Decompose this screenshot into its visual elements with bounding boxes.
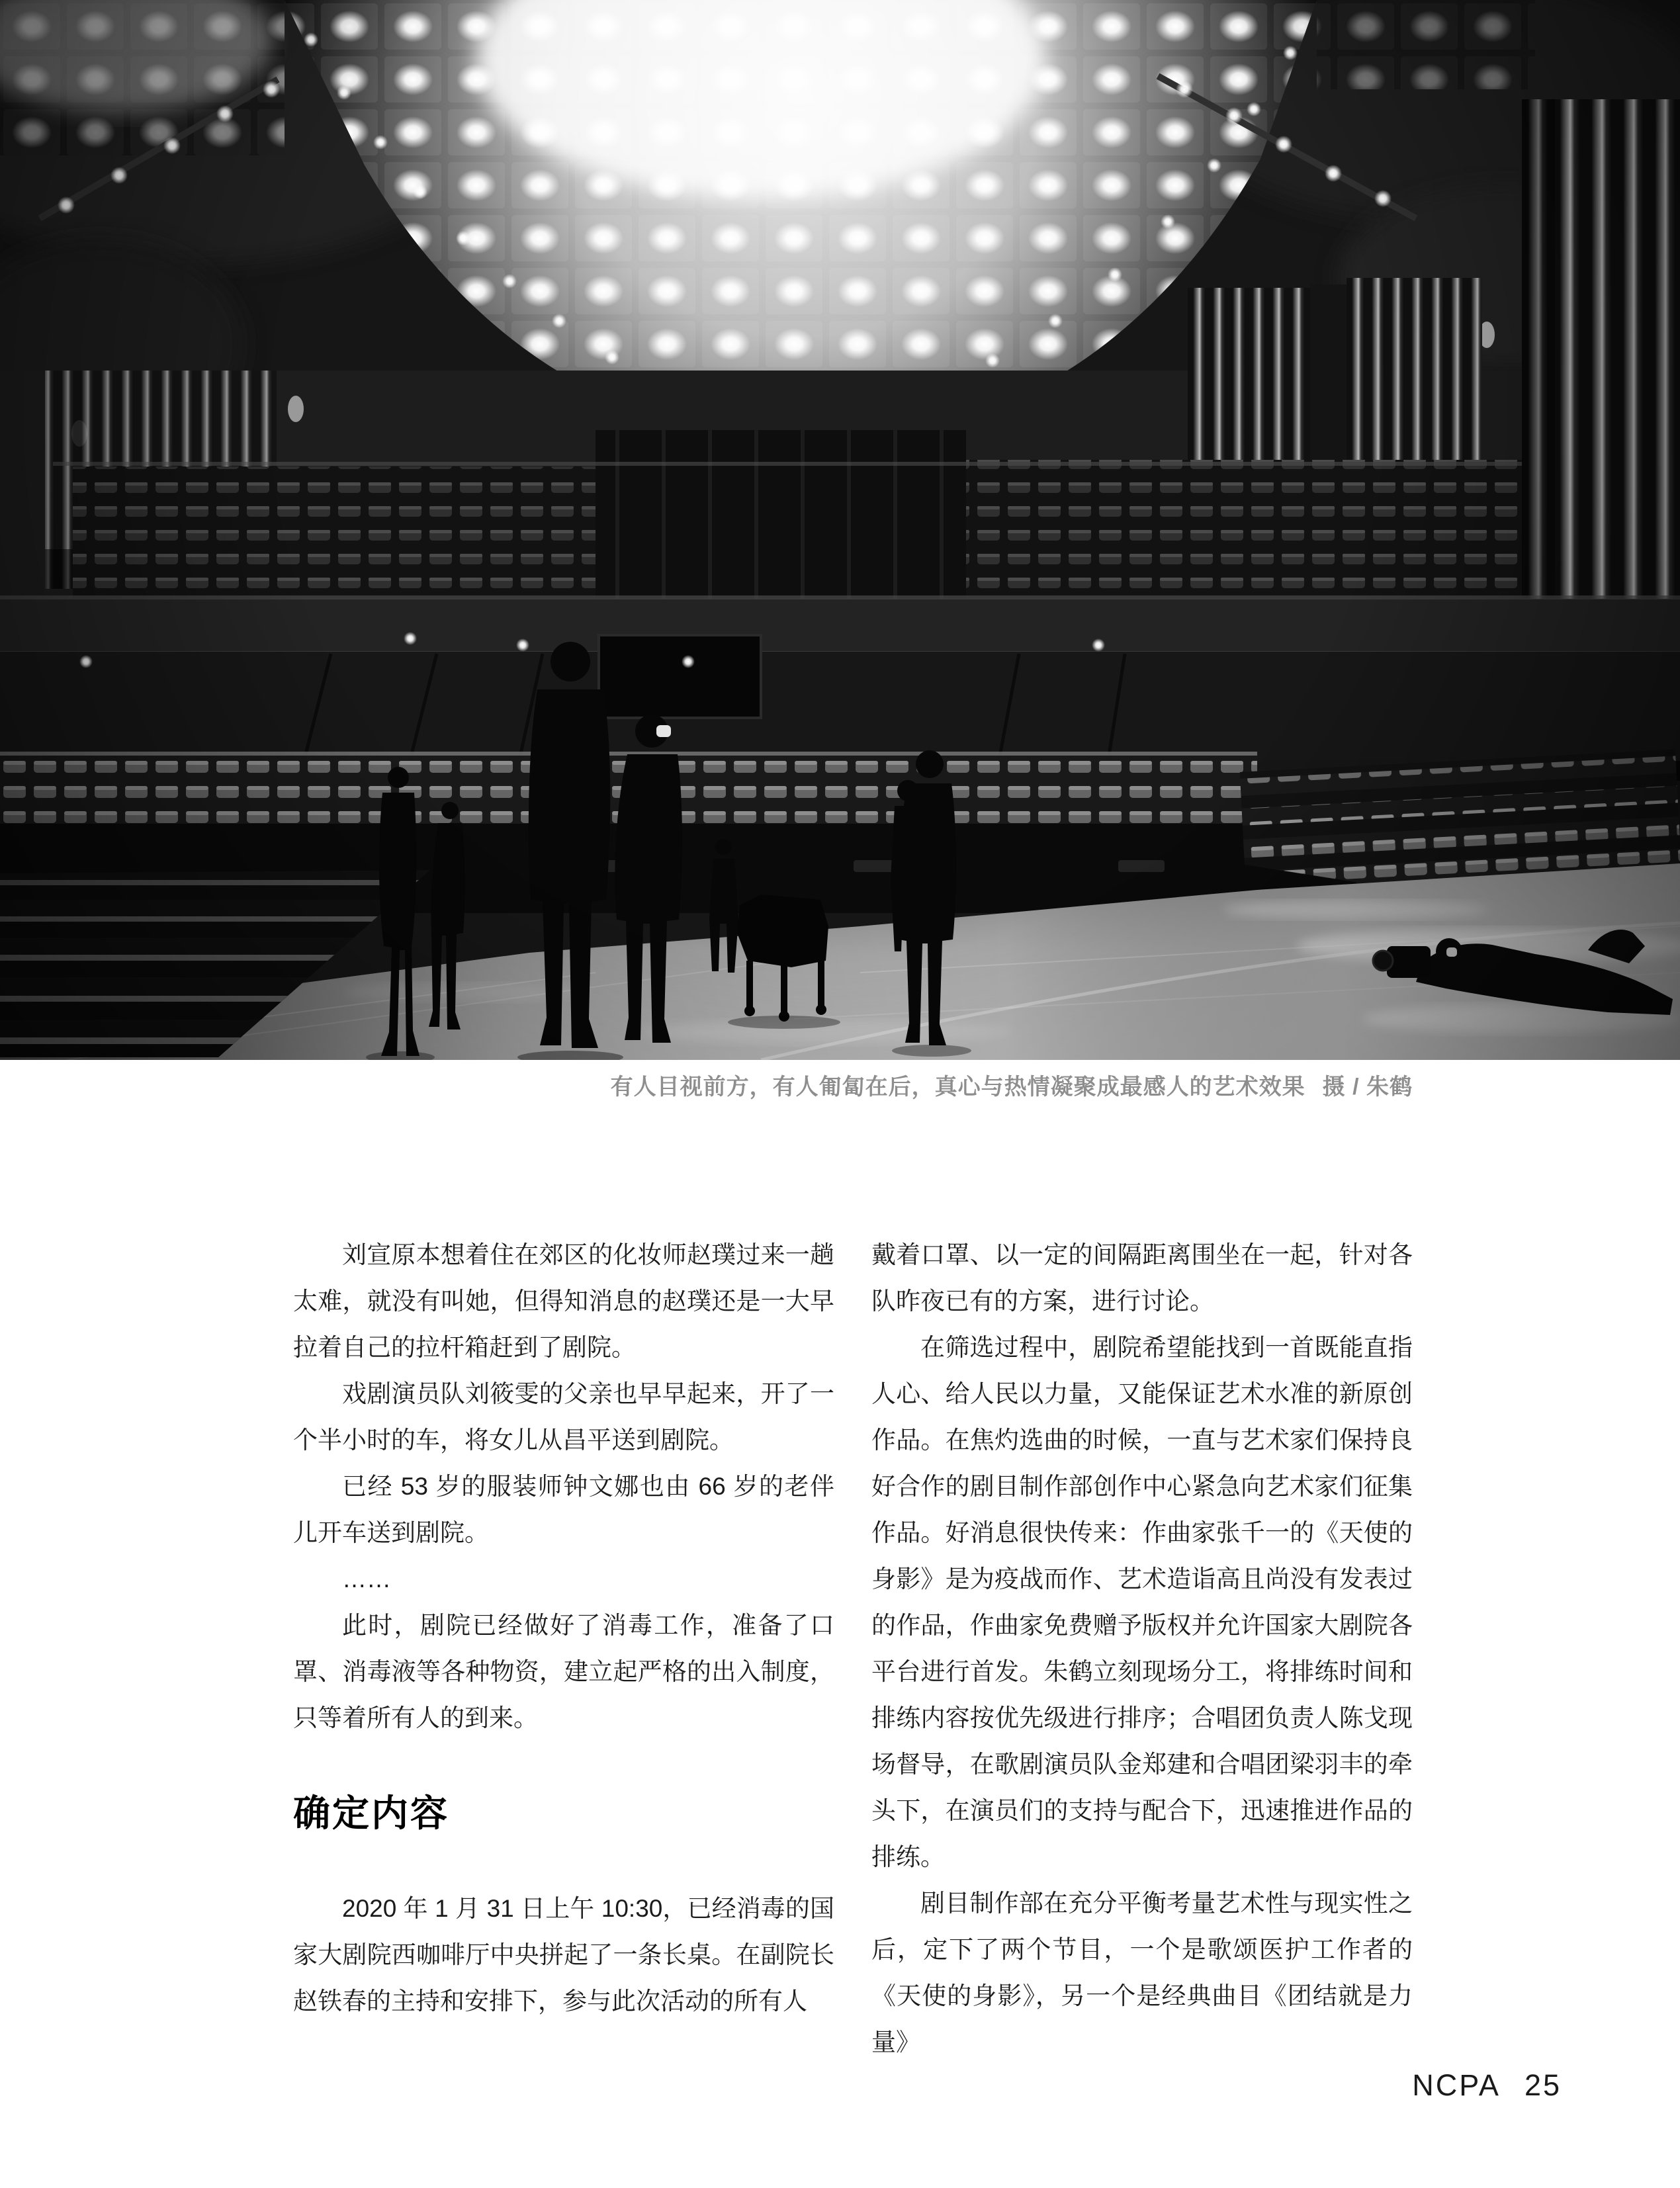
section-heading: 确定内容: [293, 1794, 449, 1835]
paragraph: 剧目制作部在充分平衡考量艺术性与现实性之后，定下了两个节目，一个是歌颂医护工作者的《天使的身影》，另一个是经典曲目《团结就是力量》: [871, 1890, 1413, 2056]
concert-hall-photo: [0, 0, 1680, 1060]
page-number: 25: [1524, 2068, 1562, 2102]
paragraph: 此时，剧院已经做好了消毒工作，准备了口罩、消毒液等各种物资，建立起严格的出入制度，只等着所有人的到来。: [293, 1612, 834, 1731]
photo-caption: [293, 1072, 1413, 1102]
paragraph: 戏剧演员队刘筱雯的父亲也早早起来，开了一个半小时的车，将女儿从昌平送到剧院。: [293, 1380, 834, 1454]
photo-vignette: [0, 0, 1680, 1060]
right-column: [871, 1232, 1413, 2066]
page-footer: [1412, 2068, 1562, 2103]
concert-hall-photo-svg: [0, 0, 1680, 1060]
left-column: [293, 1232, 834, 2066]
photo-caption-text: 有人目视前方，有人匍匐在后，真心与热情凝聚成最感人的艺术效果: [610, 1074, 1305, 1100]
paragraph: 已经 53 岁的服装师钟文娜也由 66 岁的老伴儿开车送到剧院。: [293, 1473, 834, 1546]
footer-brand: NCPA: [1412, 2068, 1501, 2102]
paragraph: 刘宣原本想着住在郊区的化妆师赵璞过来一趟太难，就没有叫她，但得知消息的赵璞还是一大早拉着自己的拉杆箱赶到了剧院。: [293, 1241, 834, 1361]
paragraph-ellipsis: ……: [342, 1565, 391, 1593]
paragraph-continuation: 戴着口罩、以一定的间隔距离围坐在一起，针对各队昨夜已有的方案，进行讨论。: [871, 1241, 1413, 1315]
paragraph: 在筛选过程中，剧院希望能找到一首既能直指人心、给人民以力量，又能保证艺术水准的新原创作品。在焦灼选曲的时候，一直与艺术家们保持良好合作的剧目制作部创作中心紧急向艺术家们征集作品。好消息很快传来：作曲家张千一的《天使的身影》是为疫战而作、艺术造诣高且尚没有发表过的作品，作曲家免费赠予版权并允许国家大剧院各平台进行首发。朱鹤立刻现场分工，将排练时间和排练内容按优先级进行排序；合唱团负责人陈戈现场督导，在歌剧演员队金郑建和合唱团梁羽丰的牵头下，在演员们的支持与配合下，迅速推进作品的排练。: [871, 1334, 1413, 1870]
paragraph: 2020 年 1 月 31 日上午 10:30，已经消毒的国家大剧院西咖啡厅中央拼起了一条长桌。在副院长赵铁春的主持和安排下，参与此次活动的所有人: [293, 1895, 834, 2015]
photo-credit: 摄 / 朱鹤: [1322, 1074, 1413, 1100]
article-body: [293, 1232, 1413, 2066]
